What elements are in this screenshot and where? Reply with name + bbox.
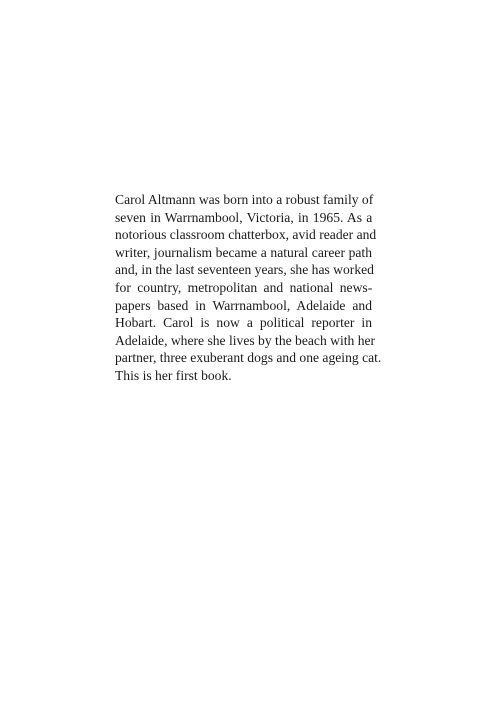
bio-line: notorious classroom chatterbox, avid reader and — [115, 227, 377, 243]
bio-line: Carol Altmann was born into a robust family of — [115, 192, 374, 207]
bio-line: and, in the last seventeen years, she has worked — [115, 262, 374, 278]
bio-line: papers based in Warrnambool, Adelaide and — [115, 297, 372, 313]
bio-line-last: This is her first book. — [115, 367, 232, 383]
bio-line: for country, metropolitan and national news- — [115, 279, 373, 295]
bio-line: seven in Warrnambool, Victoria, in 1965. As a — [115, 209, 373, 225]
bio-line: partner, three exuberant dogs and one ageing cat. — [115, 350, 382, 366]
bio-line: Hobart. Carol is now a political reporter in — [115, 315, 372, 331]
author-bio-paragraph — [115, 191, 382, 385]
bio-line: Adelaide, where she lives by the beach with her — [115, 332, 376, 348]
bio-line: writer, journalism became a natural career path — [115, 244, 372, 260]
